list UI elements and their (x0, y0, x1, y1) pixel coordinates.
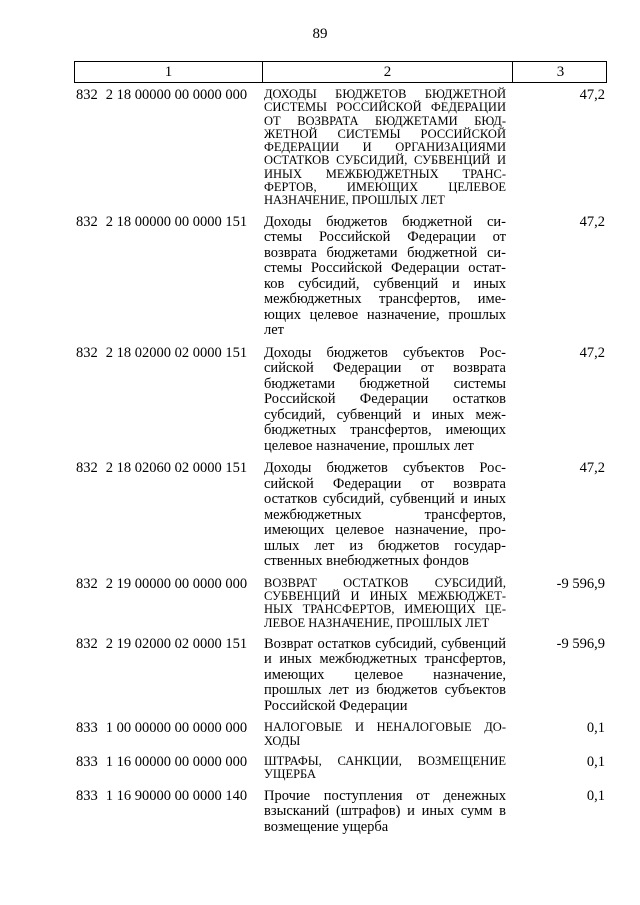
budget-code (74, 789, 262, 836)
table-row (74, 88, 607, 208)
income-name: НАЛОГОВЫЕ И НЕНАЛОГОВЫЕ ДОХОДЫ (264, 720, 506, 748)
admin-code: 833 (76, 753, 98, 770)
admin-code: 832 (76, 575, 98, 592)
classification-code: 2 19 02000 02 0000 151 (105, 635, 248, 652)
classification-code: 2 19 00000 00 0000 000 (105, 575, 248, 592)
budget-code (74, 461, 262, 570)
budget-code (74, 577, 262, 630)
table-row (74, 346, 607, 455)
table-header (74, 61, 607, 83)
amount: -9 596,9 (556, 635, 605, 652)
classification-code: 2 18 02060 02 0000 151 (105, 460, 248, 477)
table-row (74, 215, 607, 339)
amount: -9 596,9 (556, 575, 605, 592)
amount: 47,2 (579, 87, 605, 103)
income-name: Доходы бюджетов субъектов Российской Федерации от возврата бюджетами бюджетной системы Российской Федерации остатков субсидий, субвенций и иных межбюджетных трансфертов, имеющих целевое назначение, прошлых лет (264, 344, 506, 454)
header-col-1: 1 (75, 62, 263, 82)
classification-code: 2 18 02000 02 0000 151 (105, 344, 248, 361)
table-body (74, 88, 607, 842)
budget-code (74, 215, 262, 339)
header-col-2: 2 (263, 62, 513, 82)
table-row (74, 721, 607, 748)
budget-code (74, 346, 262, 455)
budget-code (74, 721, 262, 748)
classification-code: 1 16 00000 00 0000 000 (105, 753, 248, 770)
income-name: ШТРАФЫ, САНКЦИИ, ВОЗМЕЩЕНИЕ УЩЕРБА (264, 753, 506, 782)
budget-code (74, 88, 262, 208)
classification-code: 2 18 00000 00 0000 151 (105, 213, 248, 230)
income-name: Доходы бюджетов бюджетной системы Российской Федерации от возврата бюджетами бюджетной системы Российской Федерации остатков субсидий, субвенций и иных межбюджетных трансфертов, имеющих целевое назначение, прошлых лет (264, 213, 506, 339)
table-row (74, 577, 607, 630)
amount: 47,2 (579, 344, 605, 361)
amount: 0,1 (586, 787, 605, 804)
admin-code: 832 (76, 635, 98, 652)
admin-code: 832 (76, 87, 98, 103)
income-name: ДОХОДЫ БЮДЖЕТОВ БЮДЖЕТНОЙ СИСТЕМЫ РОССИЙСКОЙ ФЕДЕРАЦИИ ОТ ВОЗВРАТА БЮДЖЕТАМИ БЮДЖЕТНОЙ СИСТЕМЫ РОССИЙСКОЙ ФЕДЕРАЦИИ И ОРГАНИЗАЦИЯМИ ОСТАТКОВ СУБСИДИЙ, СУБВЕНЦИЙ И ИНЫХ МЕЖБЮДЖЕТНЫХ ТРАНСФЕРТОВ, ИМЕЮЩИХ ЦЕЛЕВОЕ НАЗНАЧЕНИЕ, ПРОШЛЫХ ЛЕТ (264, 87, 506, 208)
table-row (74, 637, 607, 715)
page-number: 89 (312, 26, 328, 42)
amount: 0,1 (586, 753, 605, 770)
amount: 0,1 (586, 720, 605, 737)
amount: 47,2 (579, 460, 605, 477)
admin-code: 833 (76, 720, 98, 737)
budget-code (74, 637, 262, 715)
table-row (74, 461, 607, 570)
classification-code: 1 00 00000 00 0000 000 (105, 720, 248, 737)
admin-code: 833 (76, 787, 98, 804)
admin-code: 832 (76, 213, 98, 230)
income-name: Возврат остатков субсидий, субвенций и иных межбюджетных трансфертов, имеющих целевое назначение, прошлых лет из бюджетов субъектов Российской Федерации (264, 635, 506, 714)
table-row (74, 755, 607, 782)
classification-code: 1 16 90000 00 0000 140 (105, 787, 248, 804)
header-col-3: 3 (556, 63, 565, 80)
income-name: Прочие поступления от денежных взысканий (штрафов) и иных сумм в возмещение ущерба (264, 787, 506, 835)
income-name: ВОЗВРАТ ОСТАТКОВ СУБСИДИЙ, СУБВЕНЦИЙ И ИНЫХ МЕЖБЮДЖЕТНЫХ ТРАНСФЕРТОВ, ИМЕЮЩИХ ЦЕЛЕВОЕ НАЗНАЧЕНИЕ, ПРОШЛЫХ ЛЕТ (264, 575, 506, 630)
admin-code: 832 (76, 344, 98, 361)
classification-code: 2 18 00000 00 0000 000 (105, 87, 248, 103)
budget-code (74, 755, 262, 782)
admin-code: 832 (76, 460, 98, 477)
amount: 47,2 (579, 213, 605, 230)
income-name: Доходы бюджетов субъектов Российской Федерации от возврата остатков субсидий, субвенций и иных межбюджетных трансфертов, имеющих целевое назначение, прошлых лет из бюджетов государственных внебюджетных фондов (264, 460, 506, 570)
table-row (74, 789, 607, 836)
